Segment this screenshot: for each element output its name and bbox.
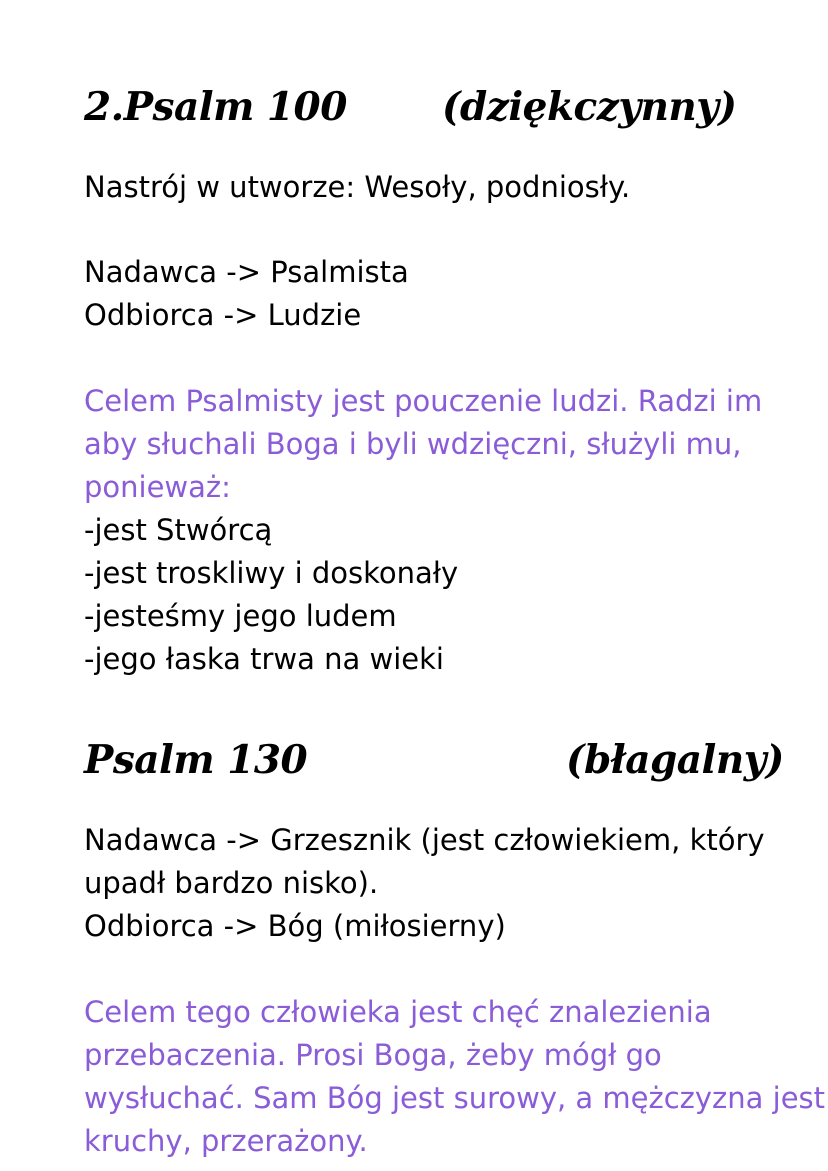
section2-purpose-line: przebaczenia. Prosi Boga, żeby mógł go bbox=[84, 1038, 662, 1072]
section1-reason-item: -jesteśmy jego ludem bbox=[84, 599, 397, 633]
section1-mood: Nastrój w utworze: Wesoły, podniosły. bbox=[84, 170, 631, 204]
section2-type: (błagalny) bbox=[566, 737, 784, 783]
section1-reason-item: -jego łaska trwa na wieki bbox=[84, 642, 444, 676]
section2-purpose-line: kruchy, przerażony. bbox=[84, 1124, 368, 1158]
section1-type: (dziękczynny) bbox=[442, 84, 737, 130]
section1-purpose-line: aby słuchali Boga i byli wdzięczni, służyli mu, bbox=[84, 427, 742, 461]
section1-purpose-line: Celem Psalmisty jest pouczenie ludzi. Radzi im bbox=[84, 384, 763, 418]
section1-sender: Nadawca -> Psalmista bbox=[84, 255, 409, 289]
section2-purpose-line: wysłuchać. Sam Bóg jest surowy, a mężczyzna jest bbox=[84, 1081, 826, 1115]
section2-purpose-line: Celem tego człowieka jest chęć znalezienia bbox=[84, 995, 712, 1029]
section1-reason-item: -jest troskliwy i doskonały bbox=[84, 556, 459, 590]
section1-reason-item: -jest Stwórcą bbox=[84, 513, 273, 547]
section2-sender-line: Nadawca -> Grzesznik (jest człowiekiem, który bbox=[84, 823, 765, 857]
section2-sender-line: upadł bardzo nisko). bbox=[84, 866, 379, 900]
section1-receiver: Odbiorca -> Ludzie bbox=[84, 298, 362, 332]
section2-receiver: Odbiorca -> Bóg (miłosierny) bbox=[84, 909, 506, 943]
section1-purpose-line: ponieważ: bbox=[84, 470, 231, 504]
section2-title: Psalm 130 bbox=[84, 737, 308, 783]
section1-title: 2.Psalm 100 bbox=[84, 84, 347, 130]
